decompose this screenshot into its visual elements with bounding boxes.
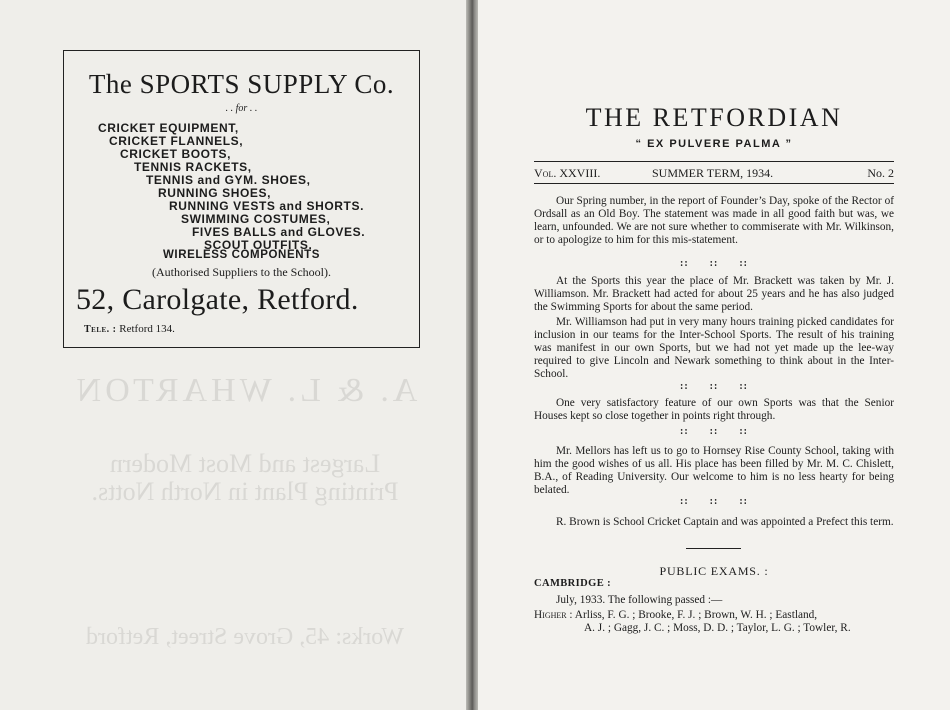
section-rule — [686, 548, 741, 549]
paragraph: Mr. Williamson had put in very many hours training picked candidates for inclusion in our teams for the Inter-School Sports. The result of his training was manifest in our own Sports, but we had not yet made up the lee-way required to give Lincoln and Newark something to think about in the Inter-School. — [534, 316, 894, 380]
product-item: FIVES BALLS and GLOVES. — [192, 225, 366, 239]
show-through-decoration: A. & L. WHARTON Largest and Most Modern Printing Plant in North Notts. Works: 45, Grove Street, Retford — [72, 372, 418, 650]
product-item: SWIMMING COSTUMES, — [181, 212, 331, 226]
volume: Vol. XXVIII. — [534, 166, 601, 180]
product-item: CRICKET EQUIPMENT, — [98, 121, 239, 135]
authorised-line: (Authorised Suppliers to the School). — [152, 265, 331, 279]
tele-label: Tele. : — [84, 324, 117, 335]
higher-label: Higher : — [534, 609, 573, 621]
paragraph: One very satisfactory feature of our own Sports was that the Senior Houses kept so close together in points right through. — [534, 397, 894, 422]
right-page — [478, 0, 950, 710]
product-item: RUNNING VESTS and SHORTS. — [169, 199, 365, 213]
product-item: RUNNING SHOES, — [158, 186, 272, 200]
product-item: TENNIS and GYM. SHOES, — [146, 173, 311, 187]
masthead-title: THE RETFORDIAN — [585, 103, 843, 132]
higher-results — [534, 609, 817, 621]
paragraph: R. Brown is School Cricket Captain and was appointed a Prefect this term. — [556, 516, 894, 528]
advertisement — [63, 50, 420, 348]
paragraph: At the Sports this year the place of Mr. Brackett was taken by Mr. J. Williamson. Mr. Brackett had acted for about 25 years and he has also judged the Swimming Sports for about the same period. — [534, 275, 894, 313]
address: 52, Carolgate, Retford. — [76, 283, 359, 316]
july-line: July, 1933. The following passed :— — [556, 594, 723, 606]
motto: “ EX PULVERE PALMA ” — [635, 138, 793, 150]
public-exams-heading: PUBLIC EXAMS. : — [659, 564, 769, 578]
product-item: CRICKET FLANNELS, — [109, 134, 244, 148]
telephone — [84, 323, 175, 335]
paragraph: Our Spring number, in the report of Founder’s Day, spoke of the Rector of Ordsall as an Old Boy. The statement was made in all good faith but was, we learn, unfounded. We are not sure whether to commiserate with Mr. Wilkinson, or to apologize to him for this mis-statement. — [534, 195, 894, 246]
wireless-line: WIRELESS COMPONENTS — [162, 249, 321, 261]
product-item: SCOUT OUTFITS. — [204, 238, 313, 252]
issue-number: No. 2 — [867, 166, 894, 180]
product-item: CRICKET BOOTS, — [120, 147, 232, 161]
tele-value: Retford 134. — [119, 323, 175, 335]
section-separator: :: :: :: — [680, 381, 748, 392]
section-separator: :: :: :: — [680, 426, 748, 437]
header-rule — [534, 183, 894, 184]
left-page — [0, 0, 470, 710]
section-separator: :: :: :: — [680, 496, 748, 507]
higher-line-continued: A. J. ; Gagg, J. C. ; Moss, D. D. ; Taylor, L. G. ; Towler, R. — [584, 622, 851, 634]
product-item: TENNIS RACKETS, — [134, 160, 252, 174]
header-rule — [534, 161, 894, 162]
term: SUMMER TERM, 1934. — [652, 166, 774, 180]
paragraph: Mr. Mellors has left us to go to Hornsey Rise County School, taking with him the good wishes of us all. His place has been filled by Mr. M. C. Chislett, B.A., of Reading University. Our welcome to him is no less hearty for being belated. — [534, 445, 894, 496]
company-name: The SPORTS SUPPLY Co. — [88, 69, 395, 99]
for-line: . . for . . — [225, 103, 258, 114]
higher-line: Arliss, F. G. ; Brooke, F. J. ; Brown, W. H. ; Eastland, — [574, 609, 818, 621]
section-separator: :: :: :: — [680, 258, 748, 269]
cambridge-heading: CAMBRIDGE : — [534, 578, 612, 589]
